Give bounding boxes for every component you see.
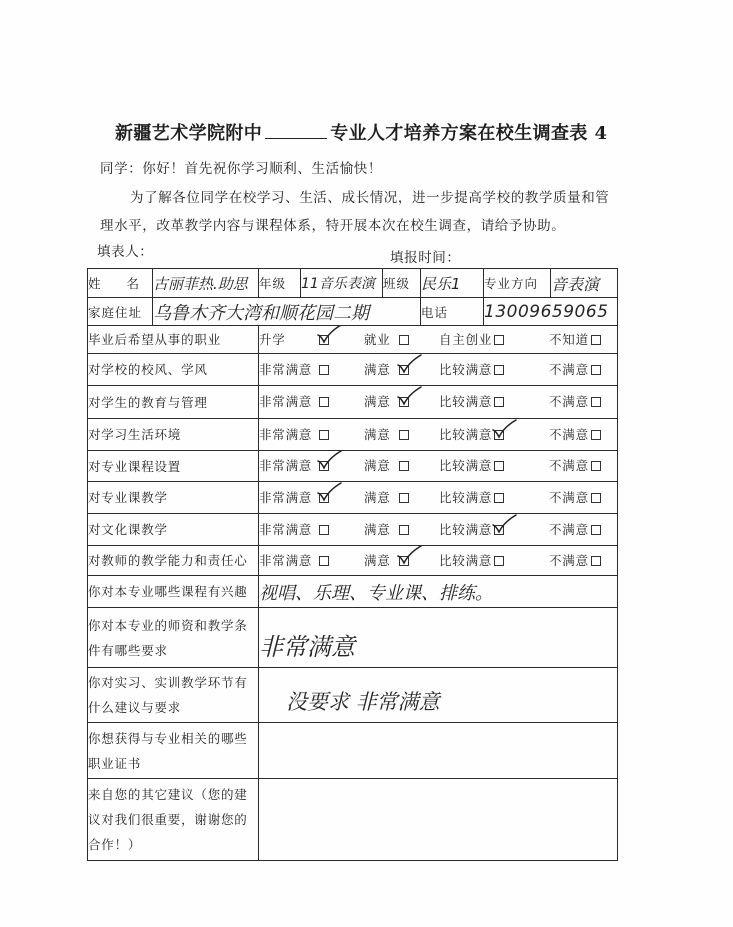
option-further-study	[259, 332, 364, 348]
option-label: 不满意	[549, 361, 589, 377]
checkbox	[494, 556, 504, 566]
address-value: 乌鲁木齐大湾和顺花园二期	[153, 298, 421, 326]
option-fairly-satisfied	[439, 522, 549, 538]
check-mark-icon	[316, 451, 342, 471]
option-dissatisfied	[549, 490, 599, 506]
option-very-satisfied	[259, 427, 364, 443]
option-label: 非常满意	[259, 426, 313, 442]
option-label: 非常满意	[259, 489, 313, 505]
row-label: 对文化课教学	[88, 514, 259, 546]
checkbox	[494, 335, 504, 345]
option-label: 升学	[259, 331, 286, 347]
option-label: 不满意	[549, 426, 589, 442]
survey-table	[87, 268, 618, 861]
grade-label: 年级	[259, 269, 301, 298]
class-value: 民乐1	[421, 269, 484, 298]
rating-options	[259, 386, 618, 419]
major-value: 音表演	[551, 269, 618, 298]
checkbox	[319, 556, 329, 566]
option-label: 不知道	[549, 331, 589, 347]
checkbox	[591, 461, 601, 471]
option-fairly-satisfied	[439, 427, 549, 443]
question-row	[88, 723, 618, 779]
rating-options	[259, 482, 618, 514]
checkbox	[319, 525, 329, 535]
question-answer-blank	[259, 779, 618, 861]
question-answer-blank	[259, 723, 618, 779]
question-label: 你对本专业的师资和教学条件有哪些要求	[88, 608, 259, 668]
option-dissatisfied	[549, 394, 599, 410]
check-mark-icon	[396, 386, 422, 406]
checkbox	[319, 397, 329, 407]
option-label: 满意	[364, 394, 391, 410]
option-satisfied	[364, 394, 439, 410]
question-label: 你对本专业哪些课程有兴趣	[88, 576, 259, 608]
option-satisfied	[364, 553, 439, 569]
option-label: 满意	[364, 489, 391, 505]
title-blank-line	[265, 123, 327, 139]
rating-row	[88, 514, 618, 546]
class-label: 班级	[383, 269, 421, 298]
option-label: 非常满意	[259, 521, 313, 537]
rating-options	[259, 419, 618, 451]
checkbox	[319, 365, 329, 375]
grade-value: 11音乐表演	[301, 269, 383, 298]
intro-line-1: 为了解各位同学在校学习、生活、成长情况，进一步提高学校的教学质量和管	[130, 190, 610, 206]
row-label: 对教师的教学能力和责任心	[88, 546, 259, 576]
rating-row	[88, 354, 618, 386]
checkbox	[591, 430, 601, 440]
intro-line-2: 理水平，改革教学内容与课程体系，特开展本次在校生调查，请给予协助。	[100, 218, 566, 234]
rating-options	[259, 451, 618, 482]
option-dissatisfied	[549, 553, 599, 569]
document-title	[115, 119, 607, 145]
rating-row	[88, 451, 618, 482]
title-prefix: 新疆艺术学院附中	[115, 123, 263, 144]
question-row	[88, 668, 618, 723]
fill-date-label: 填报时间：	[390, 250, 461, 266]
check-mark-icon	[491, 514, 517, 534]
checkbox	[399, 461, 409, 471]
option-label: 比较满意	[439, 521, 493, 537]
checkbox	[591, 335, 601, 345]
row-label: 对学习生活环境	[88, 419, 259, 451]
row-label: 对学校的校风、学风	[88, 354, 259, 386]
option-label: 比较满意	[439, 361, 493, 377]
option-satisfied	[364, 427, 439, 443]
option-unknown	[549, 332, 599, 348]
option-very-satisfied	[259, 490, 364, 506]
checkbox	[494, 365, 504, 375]
option-label: 满意	[364, 361, 391, 377]
basic-info-row	[88, 269, 618, 298]
question-answer: 视唱、乐理、专业课、排练。	[259, 576, 618, 608]
option-satisfied	[364, 458, 439, 474]
option-dissatisfied	[549, 427, 599, 443]
rating-options	[259, 354, 618, 386]
option-very-satisfied	[259, 362, 364, 378]
option-employment	[364, 332, 439, 348]
check-mark-icon	[316, 482, 342, 502]
question-label: 你想获得与专业相关的哪些职业证书	[88, 723, 259, 779]
row-label: 毕业后希望从事的职业	[88, 326, 259, 354]
option-fairly-satisfied	[439, 490, 549, 506]
option-fairly-satisfied	[439, 394, 549, 410]
row-label: 对专业课程设置	[88, 451, 259, 482]
rating-options	[259, 514, 618, 546]
rating-row	[88, 419, 618, 451]
question-answer: 非常满意	[259, 608, 618, 668]
checkbox	[319, 430, 329, 440]
question-row	[88, 779, 618, 861]
checkbox	[494, 461, 504, 471]
contact-row	[88, 298, 618, 326]
phone-value: 13009659065	[484, 298, 618, 326]
question-label: 来自您的其它建议（您的建议对我们很重要，谢谢您的合作！）	[88, 779, 259, 861]
check-mark-icon	[316, 326, 342, 344]
option-label: 非常满意	[259, 458, 313, 474]
option-satisfied	[364, 522, 439, 538]
phone-label: 电话	[421, 298, 484, 326]
option-dissatisfied	[549, 362, 599, 378]
option-label: 自主创业	[439, 331, 493, 347]
option-label: 非常满意	[259, 361, 313, 377]
option-label: 满意	[364, 521, 391, 537]
name-label: 姓 名	[88, 269, 153, 298]
checkbox	[591, 397, 601, 407]
option-satisfied	[364, 490, 439, 506]
row-label: 对专业课教学	[88, 482, 259, 514]
option-label: 非常满意	[259, 394, 313, 410]
check-mark-icon	[396, 354, 422, 374]
checkbox	[591, 365, 601, 375]
option-very-satisfied	[259, 394, 364, 410]
checkbox	[399, 335, 409, 345]
option-label: 满意	[364, 552, 391, 568]
rating-row	[88, 546, 618, 576]
option-fairly-satisfied	[439, 362, 549, 378]
filler-label: 填表人：	[97, 244, 154, 260]
option-label: 不满意	[549, 521, 589, 537]
rating-options	[259, 546, 618, 576]
rating-row	[88, 482, 618, 514]
option-label: 不满意	[549, 489, 589, 505]
option-self-employed	[439, 332, 549, 348]
check-mark-icon	[491, 419, 517, 439]
checkbox	[494, 397, 504, 407]
question-answer: 没要求 非常满意	[259, 668, 618, 723]
option-label: 比较满意	[439, 458, 493, 474]
row-label: 对学生的教育与管理	[88, 386, 259, 419]
question-label: 你对实习、实训教学环节有什么建议与要求	[88, 668, 259, 723]
option-fairly-satisfied	[439, 553, 549, 569]
option-label: 就业	[364, 331, 391, 347]
checkbox	[399, 493, 409, 503]
checkbox	[591, 525, 601, 535]
question-row	[88, 576, 618, 608]
option-dissatisfied	[549, 458, 599, 474]
option-label: 不满意	[549, 552, 589, 568]
option-label: 满意	[364, 458, 391, 474]
option-very-satisfied	[259, 522, 364, 538]
option-label: 比较满意	[439, 394, 493, 410]
option-label: 比较满意	[439, 489, 493, 505]
greeting-text: 同学：你好！首先祝你学习顺利、生活愉快！	[100, 161, 382, 177]
checkbox	[591, 556, 601, 566]
question-row	[88, 608, 618, 668]
option-fairly-satisfied	[439, 458, 549, 474]
rating-row	[88, 386, 618, 419]
checkbox	[399, 525, 409, 535]
checkbox	[591, 493, 601, 503]
option-label: 不满意	[549, 394, 589, 410]
option-dissatisfied	[549, 522, 599, 538]
check-mark-icon	[396, 546, 422, 565]
option-label: 不满意	[549, 458, 589, 474]
option-label: 非常满意	[259, 552, 313, 568]
option-very-satisfied	[259, 553, 364, 569]
career-row	[88, 326, 618, 354]
option-label: 比较满意	[439, 552, 493, 568]
address-label: 家庭住址	[88, 298, 153, 326]
option-label: 比较满意	[439, 426, 493, 442]
option-very-satisfied	[259, 458, 364, 474]
career-options	[259, 326, 618, 354]
checkbox	[399, 430, 409, 440]
title-suffix: 专业人才培养方案在校生调查表 4	[330, 123, 608, 144]
option-satisfied	[364, 362, 439, 378]
major-label: 专业方向	[484, 269, 551, 298]
checkbox	[494, 493, 504, 503]
name-value: 古丽菲热.助思	[153, 269, 259, 298]
option-label: 满意	[364, 426, 391, 442]
